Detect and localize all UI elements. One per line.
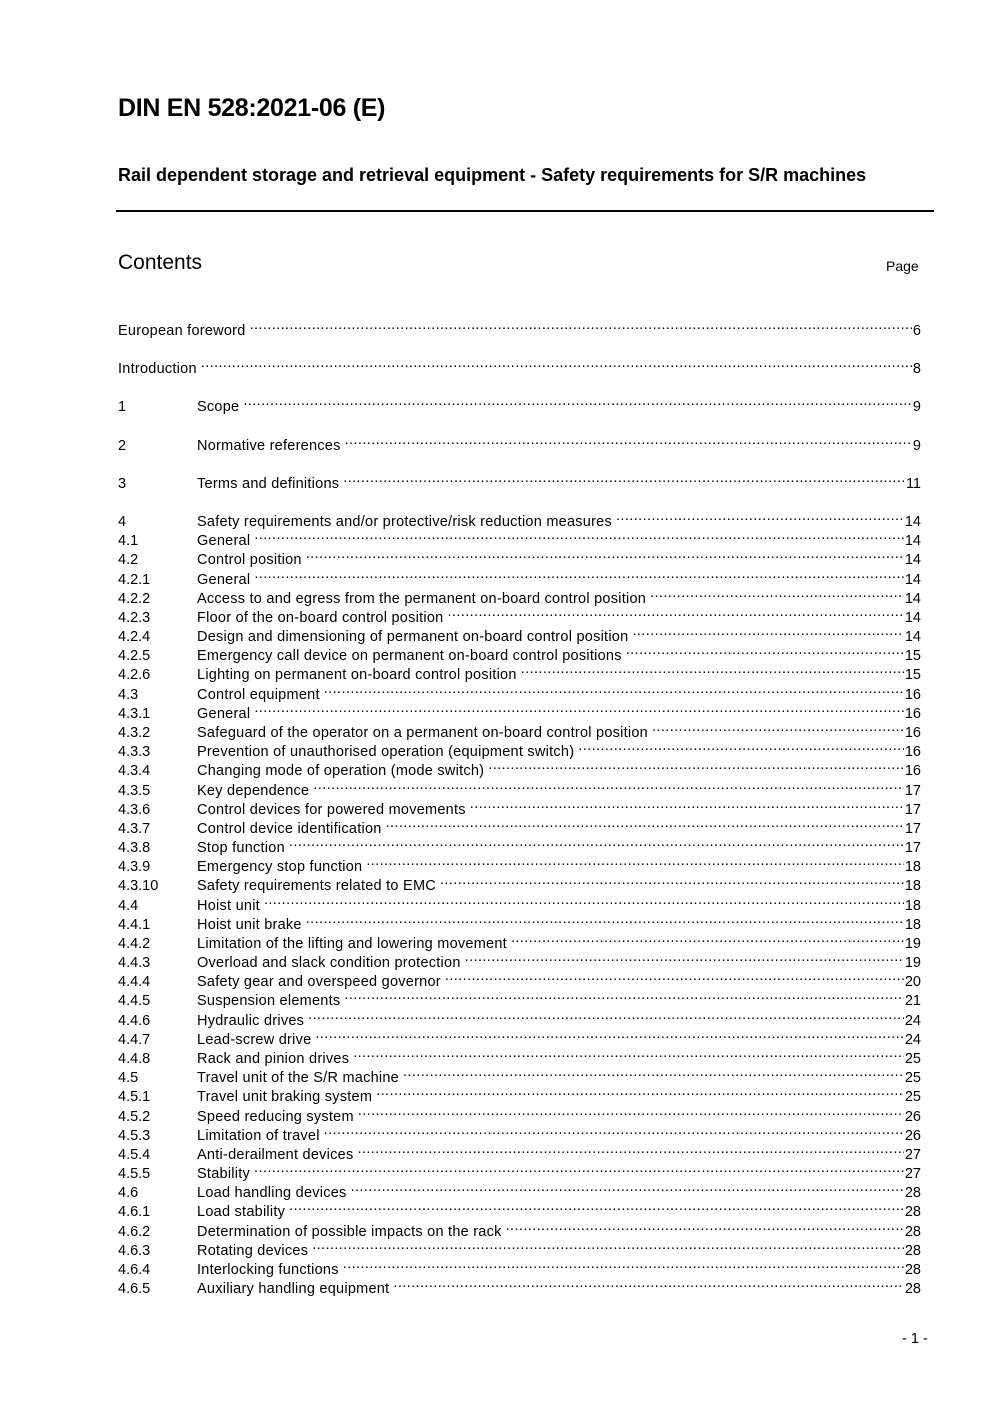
toc-dot-leader <box>254 1159 904 1178</box>
toc-entry-number: 4.2.4 <box>118 629 151 645</box>
toc-entry[interactable] <box>118 1121 921 1144</box>
toc-entry[interactable] <box>118 526 921 549</box>
toc-dot-leader <box>521 660 904 679</box>
toc-dot-leader <box>254 526 904 545</box>
toc-entry-title: Control equipment <box>197 687 320 703</box>
toc-entry-number: 4.2.6 <box>118 667 151 683</box>
toc-entry-title: Emergency stop function <box>197 859 363 875</box>
toc-entry[interactable] <box>118 1025 921 1048</box>
toc-dot-leader <box>470 795 904 814</box>
toc-entry-title: Control device identification <box>197 821 382 837</box>
toc-entry-title: Normative references <box>197 438 341 454</box>
toc-entry-page: 16 <box>904 706 921 722</box>
toc-dot-leader <box>386 814 904 833</box>
toc-entry-page: 16 <box>904 763 921 779</box>
toc-entry-number: 4.6.5 <box>118 1281 151 1297</box>
toc-entry-page: 17 <box>904 802 921 818</box>
toc-entry-number: 4.2 <box>118 552 139 568</box>
toc-entry-page: 19 <box>904 936 921 952</box>
toc-entry-title: Limitation of the lifting and lowering movement <box>197 936 507 952</box>
toc-entry-page: 17 <box>904 783 921 799</box>
toc-entry[interactable] <box>118 1217 921 1240</box>
toc-entry-number: 4.6.1 <box>118 1204 151 1220</box>
toc-entry-number: 4.4.6 <box>118 1013 151 1029</box>
toc-entry-number: 4.3.5 <box>118 783 151 799</box>
toc-entry[interactable] <box>118 507 921 530</box>
toc-dot-leader <box>324 1121 904 1140</box>
toc-entry-page: 18 <box>904 917 921 933</box>
toc-entry-number: 4.2.5 <box>118 648 151 664</box>
toc-entry[interactable] <box>118 316 921 339</box>
document-id: DIN EN 528:2021-06 (E) <box>118 94 386 122</box>
toc-entry-title: Key dependence <box>197 783 310 799</box>
toc-entry-title: Lead-screw drive <box>197 1032 312 1048</box>
toc-entry-title: Hoist unit <box>197 898 260 914</box>
toc-entry-title: Load stability <box>197 1204 286 1220</box>
toc-entry-number: 4.6 <box>118 1185 139 1201</box>
toc-entry[interactable] <box>118 584 921 607</box>
toc-entry-title: Safety requirements and/or protective/risk reduction measures <box>197 514 612 530</box>
toc-entry-page: 28 <box>904 1224 921 1240</box>
toc-entry[interactable] <box>118 814 921 837</box>
toc-entry-title: Rotating devices <box>197 1243 309 1259</box>
toc-entry[interactable] <box>118 1255 921 1278</box>
toc-entry-page: 14 <box>904 572 921 588</box>
toc-entry-page: 28 <box>904 1243 921 1259</box>
toc-entry-number: 4.3.3 <box>118 744 151 760</box>
toc-dot-leader <box>465 948 904 967</box>
toc-entry[interactable] <box>118 699 921 722</box>
toc-entry-number: 4.3.4 <box>118 763 151 779</box>
toc-entry-page: 16 <box>904 687 921 703</box>
toc-entry-page: 28 <box>904 1262 921 1278</box>
toc-entry-page: 8 <box>912 361 921 377</box>
toc-entry-title: Introduction <box>118 361 197 377</box>
toc-entry[interactable] <box>118 986 921 1009</box>
toc-entry-page: 24 <box>904 1013 921 1029</box>
toc-entry-title: Terms and definitions <box>197 476 340 492</box>
toc-entry[interactable] <box>118 1082 921 1105</box>
toc-dot-leader <box>366 852 904 871</box>
toc-dot-leader <box>289 1197 904 1216</box>
toc-entry[interactable] <box>118 929 921 952</box>
toc-entry-number: 4.3.9 <box>118 859 151 875</box>
toc-entry-title: General <box>197 706 251 722</box>
toc-entry-number: 4.5.5 <box>118 1166 151 1182</box>
toc-entry-page: 27 <box>904 1147 921 1163</box>
toc-entry[interactable] <box>118 469 921 492</box>
toc-entry-number: 4.3.7 <box>118 821 151 837</box>
toc-entry-title: Hoist unit brake <box>197 917 302 933</box>
toc-entry-page: 25 <box>904 1089 921 1105</box>
toc-entry-number: 4.6.2 <box>118 1224 151 1240</box>
toc-entry[interactable] <box>118 967 921 990</box>
toc-entry[interactable] <box>118 737 921 760</box>
toc-entry-number: 4.3.10 <box>118 878 159 894</box>
toc-dot-leader <box>376 1082 904 1101</box>
toc-entry-number: 1 <box>118 399 127 415</box>
toc-dot-leader <box>488 756 904 775</box>
toc-dot-leader <box>312 1236 904 1255</box>
toc-dot-leader <box>313 776 904 795</box>
toc-entry-page: 15 <box>904 667 921 683</box>
toc-entry-number: 4.4.2 <box>118 936 151 952</box>
toc-entry-page: 18 <box>904 859 921 875</box>
toc-entry-title: Stability <box>197 1166 251 1182</box>
toc-entry-title: Lighting on permanent on-board control position <box>197 667 517 683</box>
toc-entry-page: 17 <box>904 840 921 856</box>
toc-dot-leader <box>343 1255 904 1274</box>
toc-entry[interactable] <box>118 776 921 799</box>
toc-entry[interactable] <box>118 891 921 914</box>
toc-dot-leader <box>506 1217 904 1236</box>
toc-entry-title: Auxiliary handling equipment <box>197 1281 390 1297</box>
toc-entry-title: General <box>197 572 251 588</box>
toc-entry-title: Anti-derailment devices <box>197 1147 354 1163</box>
contents-heading: Contents <box>118 251 203 274</box>
toc-entry-page: 20 <box>904 974 921 990</box>
toc-entry-page: 21 <box>904 993 921 1009</box>
toc-entry-page: 25 <box>904 1070 921 1086</box>
toc-dot-leader <box>403 1063 904 1082</box>
toc-dot-leader <box>344 986 903 1005</box>
toc-entry-number: 4.5 <box>118 1070 139 1086</box>
toc-entry[interactable] <box>118 565 921 588</box>
toc-entry-number: 4.5.4 <box>118 1147 151 1163</box>
toc-entry-page: 15 <box>904 648 921 664</box>
toc-entry[interactable] <box>118 622 921 645</box>
toc-dot-leader <box>254 565 904 584</box>
toc-dot-leader <box>324 680 904 699</box>
toc-entry-page: 14 <box>904 552 921 568</box>
toc-entry-page: 16 <box>904 744 921 760</box>
toc-entry[interactable] <box>118 718 921 741</box>
toc-entry-number: 4.4.5 <box>118 993 151 1009</box>
toc-dot-leader <box>243 392 912 411</box>
toc-entry-page: 18 <box>904 878 921 894</box>
toc-entry-title: Emergency call device on permanent on-board control positions <box>197 648 622 664</box>
toc-dot-leader <box>511 929 904 948</box>
toc-entry-page: 26 <box>904 1109 921 1125</box>
toc-dot-leader <box>254 699 904 718</box>
toc-entry-title: Design and dimensioning of permanent on-board control position <box>197 629 629 645</box>
toc-entry-title: Travel unit of the S/R machine <box>197 1070 399 1086</box>
toc-entry-number: 4.5.2 <box>118 1109 151 1125</box>
toc-entry-page: 28 <box>904 1185 921 1201</box>
toc-entry-page: 28 <box>904 1204 921 1220</box>
toc-entry[interactable] <box>118 910 921 933</box>
toc-dot-leader <box>626 641 904 660</box>
toc-entry-title: Load handling devices <box>197 1185 347 1201</box>
toc-entry-title: Determination of possible impacts on the rack <box>197 1224 502 1240</box>
toc-dot-leader <box>447 603 903 622</box>
toc-dot-leader <box>343 469 905 488</box>
toc-entry-page: 6 <box>912 323 921 339</box>
toc-entry-page: 27 <box>904 1166 921 1182</box>
toc-entry-title: Control devices for powered movements <box>197 802 466 818</box>
toc-dot-leader <box>445 967 904 986</box>
toc-dot-leader <box>650 584 904 603</box>
toc-entry[interactable] <box>118 833 921 856</box>
document-title: Rail dependent storage and retrieval equipment - Safety requirements for S/R machines <box>118 165 867 185</box>
toc-entry[interactable] <box>118 431 921 454</box>
toc-entry-title: Travel unit braking system <box>197 1089 373 1105</box>
toc-entry-number: 4.6.4 <box>118 1262 151 1278</box>
toc-entry[interactable] <box>118 871 921 894</box>
toc-dot-leader <box>201 354 912 373</box>
title-divider <box>116 210 934 212</box>
toc-entry-number: 4.2.2 <box>118 591 151 607</box>
toc-entry-number: 4 <box>118 514 127 530</box>
toc-dot-leader <box>358 1102 904 1121</box>
toc-entry[interactable] <box>118 392 921 415</box>
toc-dot-leader <box>264 891 904 910</box>
toc-entry[interactable] <box>118 948 921 971</box>
toc-entry[interactable] <box>118 1197 921 1220</box>
toc-entry-title: Overload and slack condition protection <box>197 955 461 971</box>
toc-entry-page: 14 <box>904 591 921 607</box>
toc-entry[interactable] <box>118 1102 921 1125</box>
toc-entry-number: 4.6.3 <box>118 1243 151 1259</box>
toc-entry[interactable] <box>118 354 921 377</box>
toc-dot-leader <box>616 507 904 526</box>
toc-entry-number: 3 <box>118 476 127 492</box>
toc-dot-leader <box>306 545 904 564</box>
toc-entry-title: Access to and egress from the permanent on-board control position <box>197 591 647 607</box>
toc-entry-title: Safety gear and overspeed governor <box>197 974 441 990</box>
toc-entry-number: 4.3 <box>118 687 139 703</box>
toc-entry-title: Safeguard of the operator on a permanent on-board control position <box>197 725 648 741</box>
toc-entry-page: 18 <box>904 898 921 914</box>
toc-entry-page: 25 <box>904 1051 921 1067</box>
toc-dot-leader <box>250 316 912 335</box>
toc-entry-title: Rack and pinion drives <box>197 1051 350 1067</box>
toc-entry[interactable] <box>118 1044 921 1067</box>
toc-entry[interactable] <box>118 641 921 664</box>
toc-entry-number: 4.3.2 <box>118 725 151 741</box>
toc-entry-page: 14 <box>904 533 921 549</box>
toc-dot-leader <box>353 1044 904 1063</box>
toc-entry-page: 26 <box>904 1128 921 1144</box>
toc-entry-page: 14 <box>904 610 921 626</box>
toc-entry-title: Limitation of travel <box>197 1128 320 1144</box>
toc-dot-leader <box>306 910 904 929</box>
toc-entry[interactable] <box>118 1159 921 1182</box>
toc-entry-number: 4.4.3 <box>118 955 151 971</box>
toc-entry-title: General <box>197 533 251 549</box>
toc-dot-leader <box>289 833 904 852</box>
toc-dot-leader <box>393 1274 903 1293</box>
toc-entry-title: Hydraulic drives <box>197 1013 305 1029</box>
toc-entry-title: Control position <box>197 552 302 568</box>
toc-entry-number: 4.5.1 <box>118 1089 151 1105</box>
toc-entry-title: Stop function <box>197 840 285 856</box>
toc-entry-number: 4.2.1 <box>118 572 151 588</box>
toc-entry-title: Speed reducing system <box>197 1109 354 1125</box>
toc-entry-page: 9 <box>912 399 921 415</box>
toc-entry-page: 24 <box>904 1032 921 1048</box>
toc-entry[interactable] <box>118 795 921 818</box>
toc-entry[interactable] <box>118 852 921 875</box>
toc-entry-page: 14 <box>904 514 921 530</box>
toc-dot-leader <box>315 1025 903 1044</box>
toc-entry-title: Scope <box>197 399 240 415</box>
toc-entry-page: 16 <box>904 725 921 741</box>
toc-entry-title: European foreword <box>118 323 246 339</box>
toc-entry-number: 4.3.6 <box>118 802 151 818</box>
toc-dot-leader <box>578 737 904 756</box>
toc-entry[interactable] <box>118 756 921 779</box>
toc-entry-title: Interlocking functions <box>197 1262 339 1278</box>
toc-entry-title: Floor of the on-board control position <box>197 610 444 626</box>
toc-entry-page: 9 <box>912 438 921 454</box>
page-number: - 1 - <box>902 1331 928 1347</box>
toc-entry-number: 4.3.1 <box>118 706 151 722</box>
toc-entry-number: 4.5.3 <box>118 1128 151 1144</box>
toc-entry-number: 4.4.8 <box>118 1051 151 1067</box>
toc-dot-leader <box>357 1140 903 1159</box>
toc-entry-page: 19 <box>904 955 921 971</box>
toc-entry[interactable] <box>118 1063 921 1086</box>
toc-entry-number: 4.4 <box>118 898 139 914</box>
toc-entry-title: Suspension elements <box>197 993 341 1009</box>
toc-entry[interactable] <box>118 1178 921 1201</box>
toc-entry-number: 4.4.7 <box>118 1032 151 1048</box>
toc-entry-page: 14 <box>904 629 921 645</box>
toc-entry-number: 2 <box>118 438 127 454</box>
toc-dot-leader <box>440 871 904 890</box>
toc-entry-page: 17 <box>904 821 921 837</box>
toc-dot-leader <box>308 1006 904 1025</box>
toc-entry[interactable] <box>118 1236 921 1259</box>
toc-dot-leader <box>632 622 903 641</box>
toc-entry[interactable] <box>118 1274 921 1297</box>
toc-entry-number: 4.4.1 <box>118 917 151 933</box>
toc-entry-number: 4.3.8 <box>118 840 151 856</box>
toc-entry-number: 4.4.4 <box>118 974 151 990</box>
page-column-heading: Page <box>886 258 919 274</box>
toc-entry-title: Prevention of unauthorised operation (equipment switch) <box>197 744 575 760</box>
toc-entry-title: Changing mode of operation (mode switch) <box>197 763 485 779</box>
toc-entry[interactable] <box>118 1140 921 1163</box>
toc-dot-leader <box>351 1178 904 1197</box>
toc-entry-title: Safety requirements related to EMC <box>197 878 436 894</box>
toc-entry[interactable] <box>118 1006 921 1029</box>
toc-entry-page: 11 <box>905 476 921 492</box>
toc-entry-page: 28 <box>904 1281 921 1297</box>
toc-entry[interactable] <box>118 660 921 683</box>
toc-entry[interactable] <box>118 680 921 703</box>
toc-entry[interactable] <box>118 545 921 568</box>
toc-entry-number: 4.1 <box>118 533 139 549</box>
toc-entry-number: 4.2.3 <box>118 610 151 626</box>
toc-dot-leader <box>652 718 904 737</box>
toc-dot-leader <box>345 431 912 450</box>
toc-entry[interactable] <box>118 603 921 626</box>
